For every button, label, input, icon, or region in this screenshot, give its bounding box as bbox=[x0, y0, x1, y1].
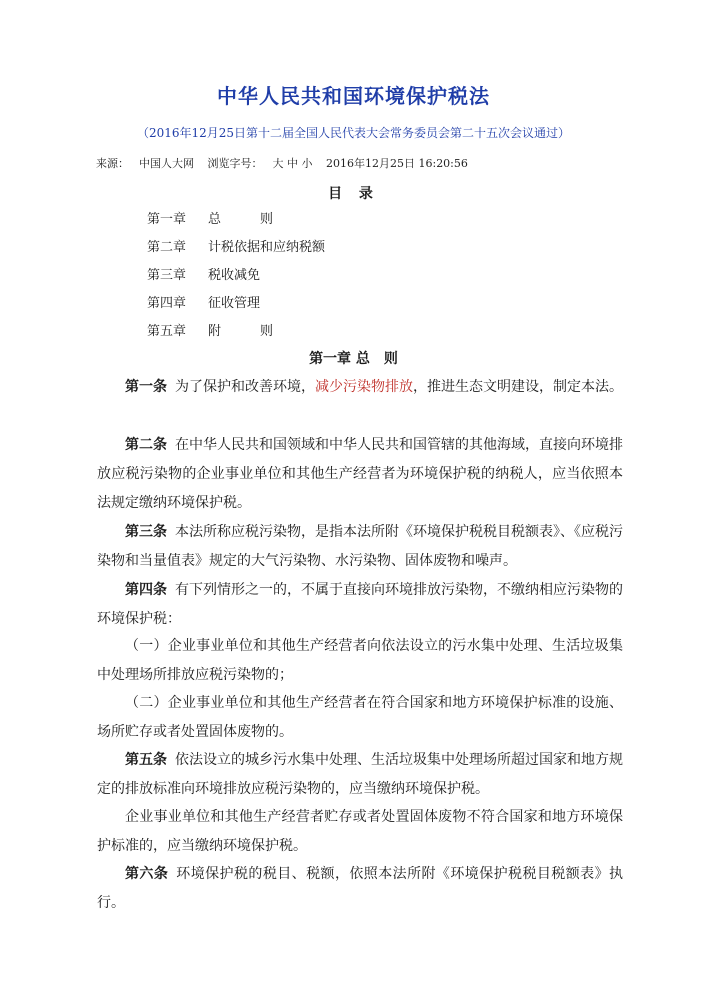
toc-item[interactable] bbox=[147, 264, 260, 284]
toc-chapter-name: 附 则 bbox=[208, 324, 274, 339]
toc-chapter-name: 税收减免 bbox=[208, 268, 261, 283]
article-paragraph bbox=[97, 803, 623, 861]
article-number: 第四条 bbox=[125, 582, 167, 598]
highlighted-text: 减少污染物排放 bbox=[315, 379, 413, 395]
chapter-heading: 第一章 总 则 bbox=[309, 351, 398, 367]
article-number: 第一条 bbox=[125, 379, 167, 395]
publish-datetime: 2016年12月25日 16:20:56 bbox=[326, 157, 468, 170]
article-paragraph bbox=[97, 632, 623, 690]
article-text: （二）企业事业单位和其他生产经营者在符合国家和地方环境保护标准的设施、场所贮存或者处置固体废物的。 bbox=[97, 695, 623, 740]
toc-item[interactable] bbox=[147, 320, 273, 340]
article-number: 第五条 bbox=[125, 752, 167, 768]
source-line bbox=[96, 155, 478, 171]
article-text: ，推进生态文明建设，制定本法。 bbox=[413, 379, 623, 395]
toc-item[interactable] bbox=[147, 236, 325, 256]
article-number: 第三条 bbox=[125, 524, 167, 540]
article-text: 为了保护和改善环境， bbox=[175, 379, 315, 395]
font-size-label: 浏览字号： bbox=[207, 157, 263, 170]
toc-chapter-number: 第四章 bbox=[147, 296, 187, 311]
toc-chapter-number: 第三章 bbox=[147, 268, 187, 283]
article-paragraph bbox=[97, 373, 623, 402]
article-text: 环境保护税的税目、税额，依照本法所附《环境保护税税目税额表》执行。 bbox=[97, 866, 624, 911]
toc-chapter-name: 征收管理 bbox=[208, 296, 261, 311]
article-paragraph bbox=[97, 689, 623, 747]
article-paragraph bbox=[97, 576, 623, 634]
article-text: 有下列情形之一的，不属于直接向环境排放污染物，不缴纳相应污染物的环境保护税： bbox=[97, 582, 623, 627]
article-text: 企业事业单位和其他生产经营者贮存或者处置固体废物不符合国家和地方环境保护标准的，应当缴纳环境保护税。 bbox=[97, 809, 623, 854]
toc-chapter-name: 计税依据和应纳税额 bbox=[208, 240, 326, 255]
source-label: 来源： bbox=[96, 157, 129, 170]
document-subtitle: （2016年12月25日第十二届全国人民代表大会常务委员会第二十五次会议通过） bbox=[136, 126, 571, 140]
article-number: 第六条 bbox=[125, 866, 169, 882]
article-paragraph bbox=[97, 746, 623, 804]
toc-chapter-number: 第五章 bbox=[147, 324, 187, 339]
toc-heading: 目 录 bbox=[328, 186, 379, 202]
toc-chapter-name: 总 则 bbox=[208, 212, 274, 227]
font-size-options[interactable]: 大 中 小 bbox=[272, 157, 313, 170]
article-number: 第二条 bbox=[125, 437, 167, 453]
article-paragraph bbox=[97, 518, 623, 576]
document-title: 中华人民共和国环境保护税法 bbox=[217, 84, 490, 108]
article-text: 本法所称应税污染物，是指本法所附《环境保护税税目税额表》、《应税污染物和当量值表》规定的大气污染物、水污染物、固体废物和噪声。 bbox=[97, 524, 623, 569]
article-text: 依法设立的城乡污水集中处理、生活垃圾集中处理场所超过国家和地方规定的排放标准向环境排放应税污染物的，应当缴纳环境保护税。 bbox=[97, 752, 623, 797]
article-text: （一）企业事业单位和其他生产经营者向依法设立的污水集中处理、生活垃圾集中处理场所排放应税污染物的； bbox=[97, 638, 623, 683]
article-text: 在中华人民共和国领域和中华人民共和国管辖的其他海域，直接向环境排放应税污染物的企业事业单位和其他生产经营者为环境保护税的纳税人，应当依照本法规定缴纳环境保护税。 bbox=[97, 437, 623, 511]
article-paragraph bbox=[97, 431, 623, 518]
toc-chapter-number: 第一章 bbox=[147, 212, 187, 227]
toc-item[interactable] bbox=[147, 292, 260, 312]
toc-item[interactable] bbox=[147, 208, 273, 228]
article-paragraph bbox=[97, 860, 623, 918]
source-value: 中国人大网 bbox=[139, 157, 194, 170]
toc-chapter-number: 第二章 bbox=[147, 240, 187, 255]
